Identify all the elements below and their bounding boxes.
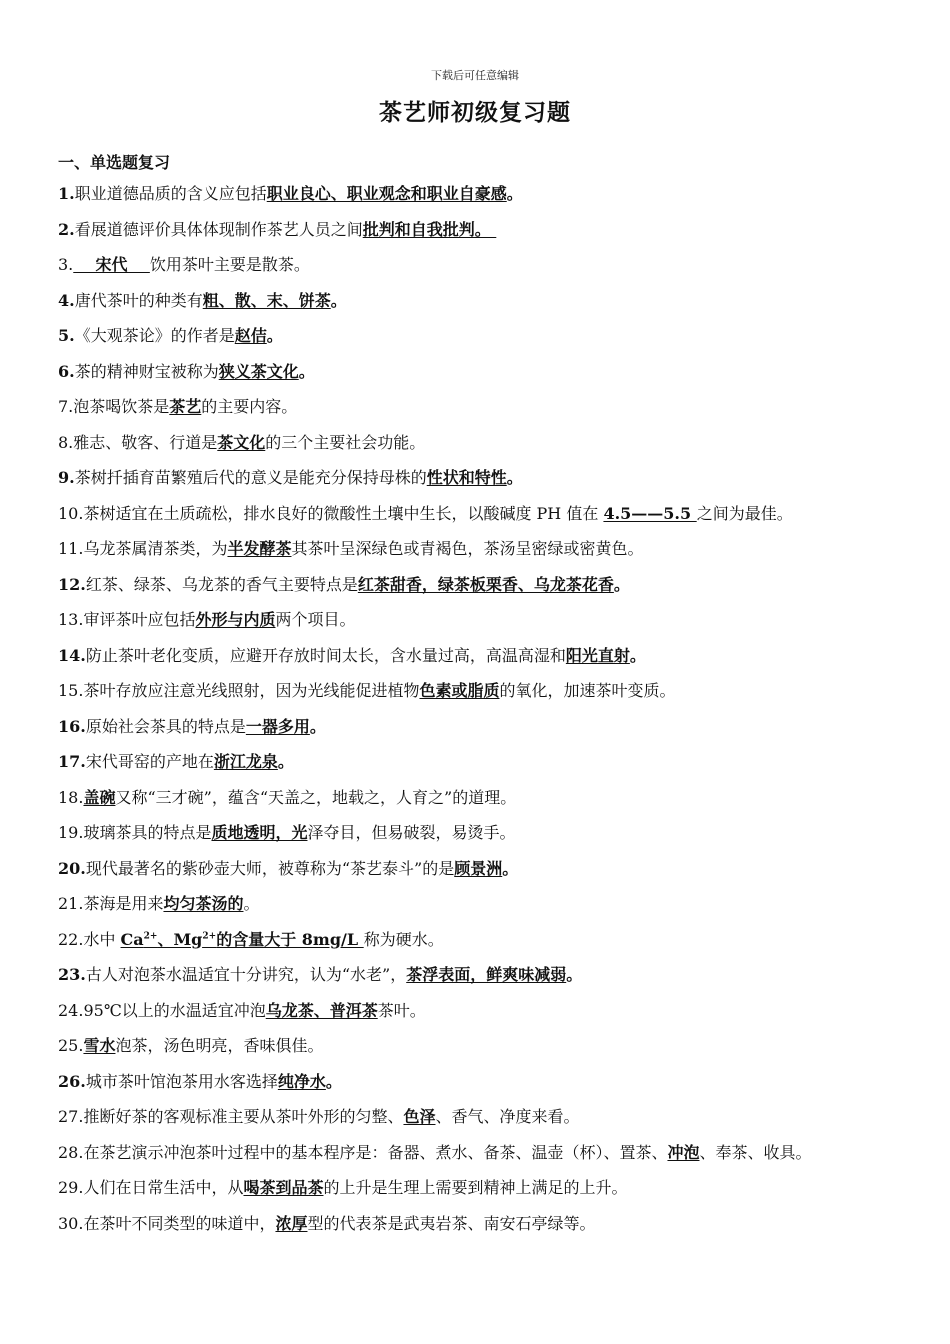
- question-text: 审评茶叶应包括: [83, 610, 196, 629]
- question-tail: 。: [506, 184, 523, 203]
- header-note: 下载后可任意编辑: [431, 69, 519, 82]
- question-number: 28.: [58, 1142, 84, 1162]
- question-16: [58, 709, 920, 745]
- question-25: [58, 1028, 920, 1064]
- question-tail: 泡茶，汤色明亮，香味俱佳。: [115, 1036, 324, 1055]
- answer: 质地透明，光: [211, 823, 308, 842]
- question-tail: 。: [506, 468, 523, 487]
- question-number: 4.: [58, 290, 75, 310]
- answer: 红茶甜香，绿茶板栗香、乌龙茶花香: [357, 574, 614, 594]
- question-tail: 、香气、净度来看。: [435, 1107, 580, 1126]
- question-tail: 、奉茶、收具。: [699, 1142, 812, 1162]
- answer: 顾景洲: [454, 858, 503, 878]
- question-text: 看展道德评价具体体现制作茶艺人员之间: [74, 219, 363, 239]
- document-title: 茶艺师初级复习题: [379, 99, 571, 126]
- question-number: 21.: [58, 894, 84, 913]
- question-11: [58, 531, 920, 567]
- question-7: [58, 389, 920, 425]
- question-number: 8.: [58, 432, 74, 452]
- answer: 批判和自我批判。: [362, 219, 497, 239]
- answer: 浓厚: [275, 1213, 308, 1233]
- question-number: 7.: [58, 397, 74, 416]
- section-title: 一、单选题复习: [58, 153, 171, 172]
- question-number: 26.: [58, 1071, 86, 1091]
- question-number: 18.: [58, 787, 84, 807]
- question-18: [58, 780, 920, 816]
- question-13: [58, 602, 920, 638]
- answer: 职业良心、职业观念和职业自豪感: [266, 184, 507, 203]
- answer: 宋代: [73, 255, 150, 274]
- question-number: 16.: [58, 716, 86, 736]
- question-tail: 。: [502, 858, 519, 878]
- question-tail: 。: [243, 894, 260, 913]
- answer: 雪水: [83, 1036, 116, 1055]
- answer: 色素或脂质: [419, 681, 500, 700]
- question-15: [58, 673, 920, 709]
- question-number: 14.: [58, 645, 86, 665]
- question-text: 乌龙茶属清茶类，为: [83, 539, 228, 558]
- question-tail: 的三个主要社会功能。: [265, 432, 426, 452]
- question-1: [58, 176, 920, 212]
- question-text: 现代最著名的紫砂壶大师，被尊称为“茶艺泰斗”的是: [85, 858, 455, 878]
- superscript: 2+: [143, 931, 158, 942]
- question-tail: 。: [330, 290, 347, 310]
- question-tail: 。: [277, 752, 294, 771]
- question-number: 15.: [58, 681, 84, 700]
- answer: 外形与内质: [195, 610, 276, 629]
- question-tail: 茶叶。: [377, 1000, 426, 1020]
- question-text: 原始社会茶具的特点是: [85, 716, 246, 736]
- question-text: 茶树适宜在土质疏松，排水良好的微酸性土壤中生长，以酸碱度 PH 值在: [83, 503, 604, 523]
- question-text: 《大观茶论》的作者是: [74, 326, 235, 345]
- question-27: [58, 1099, 920, 1135]
- question-number: 27.: [58, 1107, 84, 1126]
- question-2: [58, 212, 920, 248]
- question-8: [58, 425, 920, 461]
- question-tail: 的上升是生理上需要到精神上满足的上升。: [323, 1178, 628, 1197]
- question-number: 3.: [58, 255, 74, 274]
- question-tail: 。: [613, 574, 630, 594]
- question-text: 95℃以上的水温适宜冲泡: [83, 1000, 266, 1020]
- question-19: [58, 815, 920, 851]
- question-text: 职业道德品质的含义应包括: [74, 184, 267, 203]
- answer: 一器多用: [245, 716, 310, 736]
- question-21: [58, 886, 920, 922]
- answer: 均匀茶汤的: [163, 894, 244, 913]
- question-number: 11.: [58, 539, 84, 558]
- question-number: 12.: [58, 574, 86, 594]
- question-text: 茶叶存放应注意光线照射，因为光线能促进植物: [83, 681, 420, 700]
- answer: 乌龙茶、普洱茶: [265, 1000, 378, 1020]
- question-12: [58, 567, 920, 603]
- answer-part: 、Mg: [157, 929, 203, 949]
- superscript: 2+: [202, 931, 217, 942]
- question-text: 人们在日常生活中，从: [83, 1178, 244, 1197]
- question-9: [58, 460, 920, 496]
- question-text: 宋代哥窑的产地在: [85, 752, 214, 771]
- answer: [121, 930, 364, 949]
- question-number: 13.: [58, 610, 84, 629]
- question-17: [58, 744, 920, 780]
- answer: 茶艺: [169, 397, 202, 416]
- answer: 赵佶: [234, 326, 267, 345]
- answer: 粗、散、末、饼茶: [202, 290, 331, 310]
- question-tail: 其茶叶呈深绿色或青褐色，茶汤呈密绿或密黄色。: [291, 539, 644, 558]
- answer: 阳光直射: [565, 645, 630, 665]
- question-5: [58, 318, 920, 354]
- question-text: 城市茶叶馆泡茶用水客选择: [85, 1071, 278, 1091]
- answer: 纯净水: [277, 1071, 326, 1091]
- question-text: 水中: [83, 929, 121, 949]
- question-22: [58, 922, 920, 958]
- question-number: 17.: [58, 752, 86, 771]
- question-29: [58, 1170, 920, 1206]
- question-28: [58, 1135, 920, 1171]
- question-24: [58, 993, 920, 1029]
- question-text: 在茶艺演示冲泡茶叶过程中的基本程序是：备器、煮水、备茶、温壶（杯）、置茶、: [83, 1142, 668, 1162]
- question-text: 茶的精神财宝被称为: [74, 361, 219, 381]
- question-26: [58, 1064, 920, 1100]
- question-tail: 。: [309, 716, 326, 736]
- answer: 盖碗: [83, 787, 116, 807]
- answer: 茶文化: [217, 432, 266, 452]
- question-number: 25.: [58, 1036, 84, 1055]
- question-tail: 的氧化，加速茶叶变质。: [499, 681, 676, 700]
- question-number: 20.: [58, 858, 86, 878]
- question-text: 茶海是用来: [83, 894, 164, 913]
- question-number: 22.: [58, 929, 84, 949]
- question-text: 防止茶叶老化变质，应避开存放时间太长，含水量过高，高温高湿和: [85, 645, 566, 665]
- question-text: 唐代茶叶的种类有: [74, 290, 203, 310]
- answer: 喝茶到品茶: [243, 1178, 324, 1197]
- question-number: 5.: [58, 326, 75, 345]
- answer: 浙江龙泉: [213, 752, 278, 771]
- question-tail: 。: [566, 965, 583, 984]
- answer: 半发酵茶: [227, 539, 292, 558]
- question-3: [58, 247, 920, 283]
- question-number: 1.: [58, 184, 75, 203]
- question-tail: 。: [629, 645, 646, 665]
- answer: 性状和特性: [426, 468, 507, 487]
- question-number: 10.: [58, 503, 84, 523]
- question-text: 在茶叶不同类型的味道中，: [83, 1213, 276, 1233]
- question-tail: 型的代表茶是武夷岩茶、南安石亭绿等。: [307, 1213, 596, 1233]
- question-number: 29.: [58, 1178, 84, 1197]
- answer-part: 的含量大于 8mg/L: [216, 929, 364, 949]
- answer: 色泽: [403, 1107, 436, 1126]
- question-text: 玻璃茶具的特点是: [83, 823, 212, 842]
- question-text: 古人对泡茶水温适宜十分讲究，认为“水老”，: [85, 965, 407, 984]
- question-4: [58, 283, 920, 319]
- question-number: 6.: [58, 361, 75, 381]
- question-tail: 称为硬水。: [363, 929, 444, 949]
- question-tail: 的主要内容。: [201, 397, 298, 416]
- question-tail: 两个项目。: [275, 610, 356, 629]
- question-tail: 之间为最佳。: [696, 503, 793, 523]
- question-tail: 。: [325, 1071, 342, 1091]
- question-text: 泡茶喝饮茶是: [73, 397, 170, 416]
- question-10: [58, 496, 920, 532]
- question-text: 雅志、敬客、行道是: [73, 432, 218, 452]
- answer-part: Ca: [120, 929, 144, 949]
- question-number: 24.: [58, 1000, 84, 1020]
- answer: 茶浮表面，鲜爽味减弱: [406, 965, 567, 984]
- question-6: [58, 354, 920, 390]
- question-30: [58, 1206, 920, 1242]
- question-tail: 。: [266, 326, 283, 345]
- question-tail: 。: [298, 361, 315, 381]
- question-14: [58, 638, 920, 674]
- question-tail: 又称“三才碗”，蕴含“天盖之，地载之，人育之”的道理。: [115, 787, 517, 807]
- question-23: [58, 957, 920, 993]
- question-text: 茶树扦插育苗繁殖后代的意义是能充分保持母株的: [74, 468, 427, 487]
- question-number: 9.: [58, 468, 75, 487]
- answer: 狭义茶文化: [218, 361, 299, 381]
- answer: 冲泡: [667, 1142, 700, 1162]
- question-number: 30.: [58, 1213, 84, 1233]
- question-tail: 泽夺目，但易破裂，易烫手。: [307, 823, 516, 842]
- answer: 4.5——5.5: [603, 503, 697, 523]
- question-number: 19.: [58, 823, 84, 842]
- question-number: 23.: [58, 965, 86, 984]
- question-text: 推断好茶的客观标准主要从茶叶外形的匀整、: [83, 1107, 404, 1126]
- question-text: 红茶、绿茶、乌龙茶的香气主要特点是: [85, 574, 358, 594]
- question-20: [58, 851, 920, 887]
- question-list: [58, 176, 920, 1241]
- question-tail: 饮用茶叶主要是散茶。: [149, 255, 310, 274]
- question-number: 2.: [58, 219, 75, 239]
